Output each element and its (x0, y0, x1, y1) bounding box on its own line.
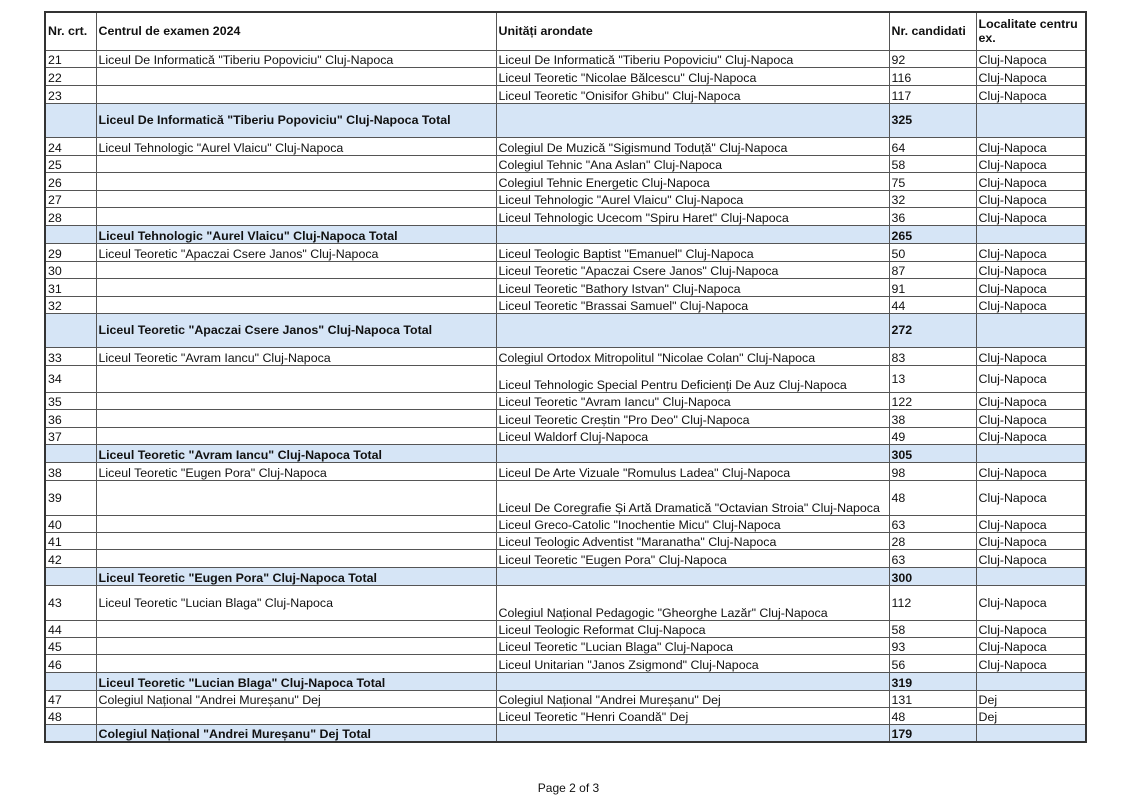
total-label: Liceul Teoretic "Apaczai Csere Janos" Cluj-Napoca Total (96, 313, 496, 347)
localitate-cell: Cluj-Napoca (976, 137, 1086, 155)
centru-cell: Liceul Tehnologic "Aurel Vlaicu" Cluj-Napoca (96, 137, 496, 155)
nr-cell: 46 (45, 654, 96, 672)
candidati-cell: 122 (889, 392, 976, 409)
unitate-cell (496, 724, 889, 742)
total-row (45, 103, 1086, 137)
nr-cell (45, 444, 96, 462)
unitate-cell: Liceul Teoretic "Onisifor Ghibu" Cluj-Napoca (496, 85, 889, 103)
unitate-cell: Liceul Teologic Adventist "Maranatha" Cluj-Napoca (496, 532, 889, 549)
centru-cell (96, 480, 496, 515)
centru-cell: Colegiul Național "Andrei Mureșanu" Dej (96, 690, 496, 707)
table-row (45, 50, 1086, 67)
unitate-cell: Liceul Teoretic "Lucian Blaga" Cluj-Napoca (496, 637, 889, 654)
localitate-cell (976, 444, 1086, 462)
table-row (45, 67, 1086, 85)
candidati-cell: 49 (889, 427, 976, 444)
total-candidati: 272 (889, 313, 976, 347)
centru-cell (96, 620, 496, 637)
table-body (45, 50, 1086, 742)
table-row (45, 462, 1086, 480)
localitate-cell: Cluj-Napoca (976, 172, 1086, 190)
candidati-cell: 50 (889, 243, 976, 261)
localitate-cell: Cluj-Napoca (976, 392, 1086, 409)
candidati-cell: 87 (889, 261, 976, 278)
page-number: Page 2 of 3 (537, 781, 600, 795)
nr-cell: 42 (45, 549, 96, 567)
unitate-cell: Liceul Teologic Baptist "Emanuel" Cluj-Napoca (496, 243, 889, 261)
header-nr: Nr. crt. (45, 12, 96, 50)
table-row (45, 532, 1086, 549)
centru-cell (96, 155, 496, 172)
localitate-cell: Cluj-Napoca (976, 243, 1086, 261)
localitate-cell: Cluj-Napoca (976, 654, 1086, 672)
localitate-cell: Dej (976, 707, 1086, 724)
nr-cell: 48 (45, 707, 96, 724)
unitate-cell (496, 313, 889, 347)
candidati-cell: 75 (889, 172, 976, 190)
candidati-cell: 44 (889, 296, 976, 313)
candidati-cell: 28 (889, 532, 976, 549)
nr-cell: 35 (45, 392, 96, 409)
localitate-cell: Cluj-Napoca (976, 585, 1086, 620)
nr-cell: 47 (45, 690, 96, 707)
table-row (45, 207, 1086, 225)
total-candidati: 300 (889, 567, 976, 585)
candidati-cell: 32 (889, 190, 976, 207)
localitate-cell: Cluj-Napoca (976, 85, 1086, 103)
localitate-cell: Cluj-Napoca (976, 409, 1086, 427)
table-row (45, 637, 1086, 654)
nr-cell (45, 672, 96, 690)
centru-cell (96, 549, 496, 567)
nr-cell: 45 (45, 637, 96, 654)
nr-cell: 27 (45, 190, 96, 207)
header-row (45, 12, 1086, 50)
unitate-cell: Liceul Teoretic "Avram Iancu" Cluj-Napoca (496, 392, 889, 409)
total-row (45, 672, 1086, 690)
table-row (45, 427, 1086, 444)
candidati-cell: 117 (889, 85, 976, 103)
localitate-cell: Cluj-Napoca (976, 155, 1086, 172)
nr-cell (45, 567, 96, 585)
exam-centers-table (44, 11, 1087, 743)
centru-cell (96, 261, 496, 278)
total-label: Liceul Teoretic "Eugen Pora" Cluj-Napoca Total (96, 567, 496, 585)
candidati-cell: 116 (889, 67, 976, 85)
localitate-cell: Cluj-Napoca (976, 67, 1086, 85)
centru-cell (96, 190, 496, 207)
centru-cell (96, 365, 496, 392)
total-candidati: 179 (889, 724, 976, 742)
nr-cell: 21 (45, 50, 96, 67)
nr-cell: 37 (45, 427, 96, 444)
localitate-cell (976, 313, 1086, 347)
localitate-cell: Cluj-Napoca (976, 515, 1086, 532)
nr-cell (45, 313, 96, 347)
table-row (45, 480, 1086, 515)
candidati-cell: 63 (889, 549, 976, 567)
total-label: Colegiul Național "Andrei Mureșanu" Dej Total (96, 724, 496, 742)
centru-cell (96, 637, 496, 654)
unitate-cell: Liceul De Coregrafie Și Artă Dramatică "Octavian Stroia" Cluj-Napoca (496, 480, 889, 515)
table-row (45, 155, 1086, 172)
centru-cell (96, 296, 496, 313)
localitate-cell: Dej (976, 690, 1086, 707)
total-row (45, 313, 1086, 347)
centru-cell: Liceul Teoretic "Lucian Blaga" Cluj-Napoca (96, 585, 496, 620)
unitate-cell (496, 103, 889, 137)
centru-cell: Liceul Teoretic "Avram Iancu" Cluj-Napoca (96, 347, 496, 365)
centru-cell (96, 532, 496, 549)
candidati-cell: 93 (889, 637, 976, 654)
total-label: Liceul De Informatică "Tiberiu Popoviciu" Cluj-Napoca Total (96, 103, 496, 137)
table-row (45, 392, 1086, 409)
localitate-cell (976, 225, 1086, 243)
unitate-cell: Liceul Teoretic "Eugen Pora" Cluj-Napoca (496, 549, 889, 567)
unitate-cell: Liceul Teoretic "Brassai Samuel" Cluj-Napoca (496, 296, 889, 313)
localitate-cell: Cluj-Napoca (976, 549, 1086, 567)
localitate-cell: Cluj-Napoca (976, 637, 1086, 654)
candidati-cell: 58 (889, 155, 976, 172)
unitate-cell: Colegiul Tehnic "Ana Aslan" Cluj-Napoca (496, 155, 889, 172)
localitate-cell (976, 103, 1086, 137)
centru-cell (96, 654, 496, 672)
header-unitati: Unități arondate (496, 12, 889, 50)
total-candidati: 265 (889, 225, 976, 243)
localitate-cell: Cluj-Napoca (976, 480, 1086, 515)
unitate-cell: Liceul Teoretic "Nicolae Bălcescu" Cluj-Napoca (496, 67, 889, 85)
table-row (45, 549, 1086, 567)
table-row (45, 190, 1086, 207)
candidati-cell: 58 (889, 620, 976, 637)
localitate-cell (976, 724, 1086, 742)
centru-cell: Liceul Teoretic "Apaczai Csere Janos" Cluj-Napoca (96, 243, 496, 261)
table-row (45, 85, 1086, 103)
centru-cell (96, 207, 496, 225)
unitate-cell: Colegiul Tehnic Energetic Cluj-Napoca (496, 172, 889, 190)
unitate-cell: Liceul Teoretic Creștin "Pro Deo" Cluj-Napoca (496, 409, 889, 427)
unitate-cell: Liceul Waldorf Cluj-Napoca (496, 427, 889, 444)
total-row (45, 724, 1086, 742)
centru-cell (96, 409, 496, 427)
unitate-cell: Liceul Unitarian "Janos Zsigmond" Cluj-Napoca (496, 654, 889, 672)
centru-cell (96, 278, 496, 296)
nr-cell: 28 (45, 207, 96, 225)
localitate-cell (976, 672, 1086, 690)
table-row (45, 137, 1086, 155)
nr-cell (45, 225, 96, 243)
nr-cell (45, 103, 96, 137)
nr-cell: 43 (45, 585, 96, 620)
localitate-cell (976, 567, 1086, 585)
total-label: Liceul Teoretic "Avram Iancu" Cluj-Napoca Total (96, 444, 496, 462)
localitate-cell: Cluj-Napoca (976, 207, 1086, 225)
unitate-cell: Liceul Greco-Catolic "Inochentie Micu" Cluj-Napoca (496, 515, 889, 532)
centru-cell (96, 515, 496, 532)
nr-cell: 34 (45, 365, 96, 392)
table-row (45, 620, 1086, 637)
nr-cell: 26 (45, 172, 96, 190)
total-row (45, 444, 1086, 462)
table-row (45, 296, 1086, 313)
candidati-cell: 36 (889, 207, 976, 225)
centru-cell (96, 707, 496, 724)
localitate-cell: Cluj-Napoca (976, 620, 1086, 637)
unitate-cell (496, 225, 889, 243)
table-row (45, 243, 1086, 261)
candidati-cell: 48 (889, 707, 976, 724)
table-row (45, 172, 1086, 190)
nr-cell: 24 (45, 137, 96, 155)
candidati-cell: 112 (889, 585, 976, 620)
nr-cell: 30 (45, 261, 96, 278)
centru-cell (96, 85, 496, 103)
total-row (45, 567, 1086, 585)
total-label: Liceul Teoretic "Lucian Blaga" Cluj-Napoca Total (96, 672, 496, 690)
unitate-cell: Liceul Teoretic "Apaczai Csere Janos" Cluj-Napoca (496, 261, 889, 278)
total-row (45, 225, 1086, 243)
nr-cell: 38 (45, 462, 96, 480)
candidati-cell: 92 (889, 50, 976, 67)
unitate-cell: Liceul De Arte Vizuale "Romulus Ladea" Cluj-Napoca (496, 462, 889, 480)
table-row (45, 654, 1086, 672)
candidati-cell: 64 (889, 137, 976, 155)
total-candidati: 325 (889, 103, 976, 137)
unitate-cell: Colegiul De Muzică "Sigismund Toduță" Cluj-Napoca (496, 137, 889, 155)
header-localitate: Localitate centru ex. (976, 12, 1086, 50)
nr-cell: 29 (45, 243, 96, 261)
unitate-cell: Colegiul Național "Andrei Mureșanu" Dej (496, 690, 889, 707)
table-row (45, 261, 1086, 278)
candidati-cell: 91 (889, 278, 976, 296)
centru-cell (96, 427, 496, 444)
unitate-cell (496, 444, 889, 462)
nr-cell: 41 (45, 532, 96, 549)
candidati-cell: 48 (889, 480, 976, 515)
unitate-cell: Liceul Teologic Reformat Cluj-Napoca (496, 620, 889, 637)
nr-cell: 25 (45, 155, 96, 172)
header-candidati: Nr. candidati (889, 12, 976, 50)
nr-cell: 31 (45, 278, 96, 296)
localitate-cell: Cluj-Napoca (976, 278, 1086, 296)
table-row (45, 409, 1086, 427)
candidati-cell: 38 (889, 409, 976, 427)
candidati-cell: 83 (889, 347, 976, 365)
localitate-cell: Cluj-Napoca (976, 261, 1086, 278)
table-row (45, 365, 1086, 392)
unitate-cell: Liceul Tehnologic Special Pentru Deficienți De Auz Cluj-Napoca (496, 365, 889, 392)
localitate-cell: Cluj-Napoca (976, 427, 1086, 444)
table-row (45, 585, 1086, 620)
nr-cell (45, 724, 96, 742)
localitate-cell: Cluj-Napoca (976, 190, 1086, 207)
candidati-cell: 63 (889, 515, 976, 532)
unitate-cell: Colegiul Național Pedagogic "Gheorghe Lazăr" Cluj-Napoca (496, 585, 889, 620)
centru-cell (96, 172, 496, 190)
nr-cell: 23 (45, 85, 96, 103)
centru-cell: Liceul Teoretic "Eugen Pora" Cluj-Napoca (96, 462, 496, 480)
unitate-cell: Liceul De Informatică "Tiberiu Popoviciu" Cluj-Napoca (496, 50, 889, 67)
nr-cell: 40 (45, 515, 96, 532)
unitate-cell: Liceul Tehnologic Ucecom "Spiru Haret" Cluj-Napoca (496, 207, 889, 225)
table-row (45, 690, 1086, 707)
unitate-cell: Liceul Tehnologic "Aurel Vlaicu" Cluj-Napoca (496, 190, 889, 207)
nr-cell: 44 (45, 620, 96, 637)
unitate-cell (496, 672, 889, 690)
total-candidati: 319 (889, 672, 976, 690)
nr-cell: 33 (45, 347, 96, 365)
localitate-cell: Cluj-Napoca (976, 365, 1086, 392)
table-row (45, 347, 1086, 365)
unitate-cell: Liceul Teoretic "Bathory Istvan" Cluj-Napoca (496, 278, 889, 296)
localitate-cell: Cluj-Napoca (976, 532, 1086, 549)
localitate-cell: Cluj-Napoca (976, 50, 1086, 67)
nr-cell: 22 (45, 67, 96, 85)
localitate-cell: Cluj-Napoca (976, 296, 1086, 313)
centru-cell (96, 392, 496, 409)
centru-cell: Liceul De Informatică "Tiberiu Popoviciu" Cluj-Napoca (96, 50, 496, 67)
header-centru: Centrul de examen 2024 (96, 12, 496, 50)
centru-cell (96, 67, 496, 85)
unitate-cell: Colegiul Ortodox Mitropolitul "Nicolae Colan" Cluj-Napoca (496, 347, 889, 365)
candidati-cell: 98 (889, 462, 976, 480)
candidati-cell: 131 (889, 690, 976, 707)
candidati-cell: 13 (889, 365, 976, 392)
table-row (45, 278, 1086, 296)
nr-cell: 32 (45, 296, 96, 313)
table-row (45, 707, 1086, 724)
total-label: Liceul Tehnologic "Aurel Vlaicu" Cluj-Napoca Total (96, 225, 496, 243)
nr-cell: 39 (45, 480, 96, 515)
unitate-cell: Liceul Teoretic "Henri Coandă" Dej (496, 707, 889, 724)
unitate-cell (496, 567, 889, 585)
total-candidati: 305 (889, 444, 976, 462)
candidati-cell: 56 (889, 654, 976, 672)
localitate-cell: Cluj-Napoca (976, 462, 1086, 480)
localitate-cell: Cluj-Napoca (976, 347, 1086, 365)
table-row (45, 515, 1086, 532)
nr-cell: 36 (45, 409, 96, 427)
